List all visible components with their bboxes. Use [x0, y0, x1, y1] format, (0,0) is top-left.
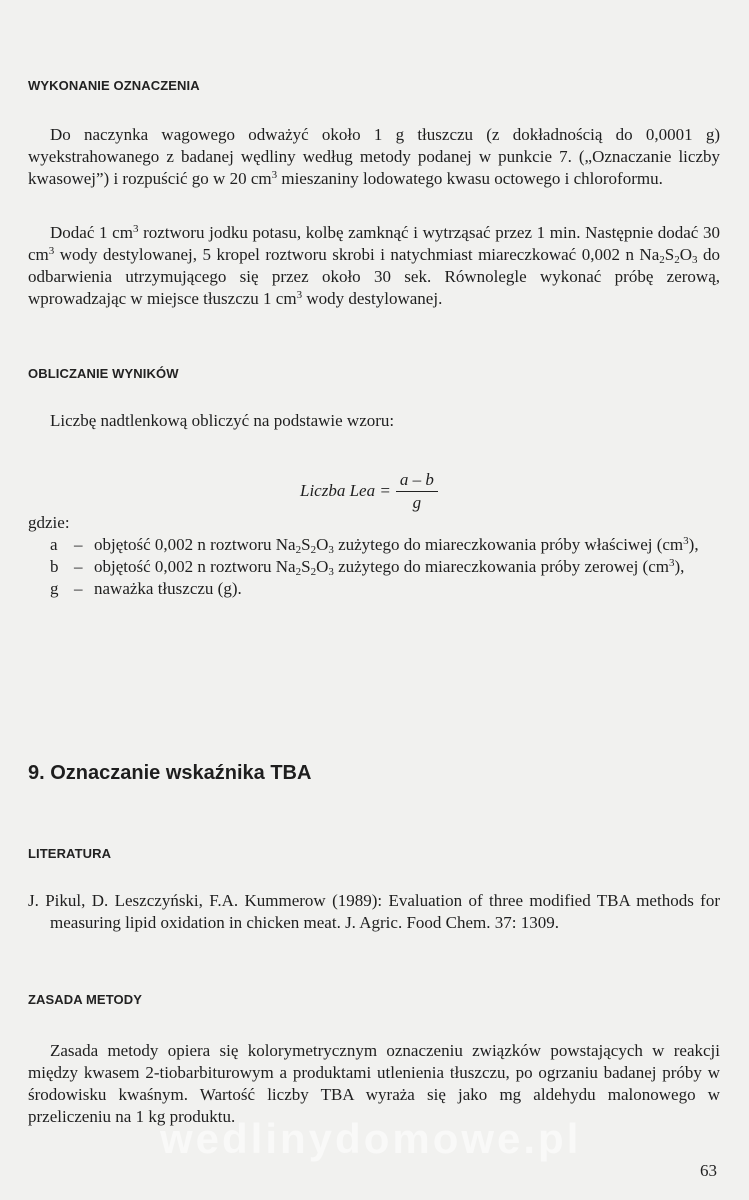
- formula-denominator: g: [412, 492, 422, 512]
- formula-fraction: [396, 470, 438, 513]
- paragraph-wykonanie-1: Do naczynka wagowego odważyć około 1 g tłuszczu (z dokładnością do 0,0001 g) wyekstrahowanego z badanej wędliny według metody podanej w punkcie 7. („Oznaczanie liczby kwasowej”) i rozpuścić go w 20 $cm^3$ mieszaniny lodowatego kwasu octowego i chloroformu.: [28, 125, 720, 188]
- definition-g: g – naważka tłuszczu (g).: [50, 579, 242, 598]
- bleed-through-text: [400, 80, 406, 106]
- literature-reference: J. Pikul, D. Leszczyński, F.A. Kummerow (1989): Evaluation of three modified TBA methods for measuring lipid oxidation in chicken meat. J. Agric. Food Chem. 37: 1309.: [28, 891, 720, 932]
- formula-numerator: a – b: [396, 470, 438, 492]
- section-title-tba: 9. Oznaczanie wskaźnika TBA: [28, 762, 312, 784]
- definition-a: a – objętość 0,002 n roztworu $Na_2S_2O_3$ zużytego do miareczkowania próby właściwej $(cm^3)$,: [50, 535, 699, 556]
- definitions-list: [28, 512, 728, 600]
- section-header-literatura: LITERATURA: [28, 846, 112, 861]
- paragraph-obliczanie-intro: Liczbę nadtlenkową obliczyć na podstawie wzoru:: [50, 411, 395, 430]
- definition-b: b – objętość 0,002 n roztworu $Na_2S_2O_3$ zużytego do miareczkowania próby zerowej $(cm^3)$,: [50, 557, 685, 578]
- formula-lhs: Liczba Lea =: [300, 481, 391, 500]
- paragraph-wykonanie-2: Dodać 1 $cm^3$ roztworu jodku potasu, kolbę zamknąć i wytrząsać przez 1 min. Następnie dodać 30 $cm^3$ wody destylowanej, 5 kropel roztworu skrobi i natychmiast miareczkować 0,002 n $Na_2S_2O_3$ do odbarwienia utrzymującego się przez około 30 sek. Równolegle wykonać próbę zerową, wprowadzając w miejsce tłuszczu 1 $cm^3$ wody destylowanej.: [28, 223, 721, 308]
- watermark: wedlinydomowe.pl: [160, 1115, 582, 1162]
- section-header-zasada: ZASADA METODY: [28, 992, 142, 1007]
- gdzie-label: gdzie:: [28, 513, 70, 532]
- paragraph-zasada: Zasada metody opiera się kolorymetrycznym oznaczeniu związków powstających w reakcji między kwasem 2-tiobarbiturowym a produktami utlenienia tłuszczu, po ogrzaniu badanej próby w środowisku kwaśnym. Wartość liczby TBA wyraża się jako mg aldehydu malonowego w przeliczeniu na 1 kg produktu.: [28, 1041, 720, 1126]
- section-header-obliczanie: OBLICZANIE WYNIKÓW: [28, 366, 179, 381]
- section-header-wykonanie: WYKONANIE OZNACZENIA: [28, 78, 200, 93]
- formula-liczba-lea: [300, 468, 438, 514]
- page-number: 63: [700, 1161, 717, 1180]
